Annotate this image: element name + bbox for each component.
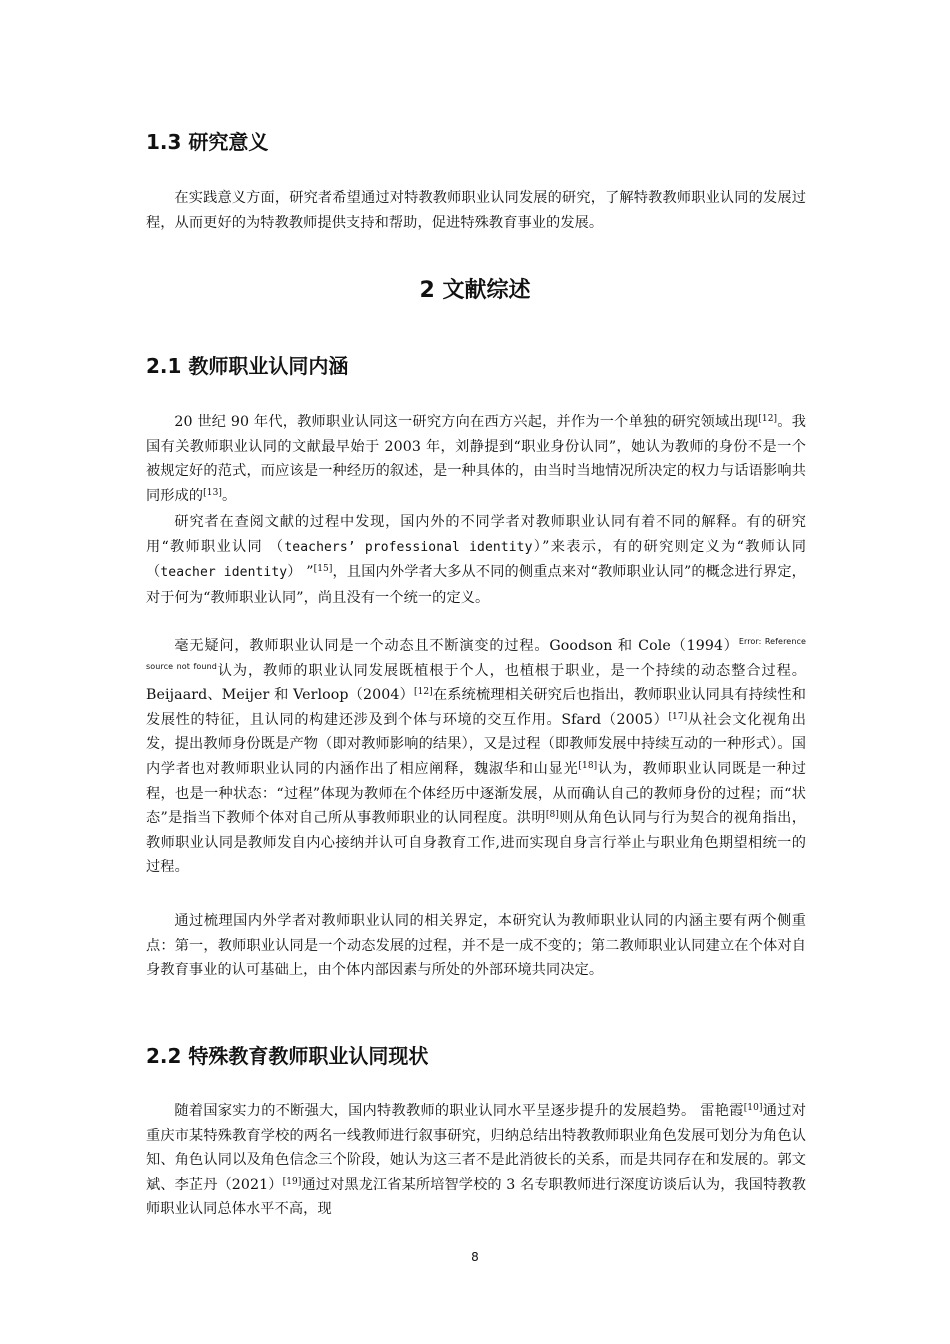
citation-ref[interactable]: [13] [203,487,223,498]
paragraph-text: 则从角色认同与行为契合的视角指出，教师职业认同是教师发自内心接纳并认可自身教育工作,进而实现自身言行举止与职业角色期望相统一的过程。 [146,810,806,876]
page-number: 8 [471,1250,479,1264]
citation-ref[interactable]: [8] [545,810,559,821]
paragraph-2-2-a [146,1099,806,1222]
citation-ref[interactable]: [12] [758,414,778,424]
citation-ref[interactable]: [10] [743,1103,763,1113]
paragraph-2-1-d [146,909,806,983]
citation-ref[interactable]: [19] [282,1176,302,1187]
paragraph-text: ）”来表示，有的研究则定义为“教师认同（ [146,538,807,581]
section-heading-2-1: 2.1 教师职业认同内涵 [146,354,349,378]
paragraph-text: 从社会文化视角出发，提出教师身份既是产物（即对教师影响的结果），又是过程（即教师发展中持续互动的一种形式）。国内学者也对教师职业认同的内涵作出了相应阐释，魏淑华和山显光 [146,711,806,777]
citation-ref[interactable]: [18] [578,760,598,771]
section-heading-1-3: 1.3 研究意义 [146,130,269,154]
paragraph-text: 认为，教师的职业认同发展既植根于个人，也植根于职业，是一个持续的动态整合过程。Beijaard、Meijer 和 Verloop（2004） [146,662,806,704]
paragraph-text: 。 [222,487,237,504]
paragraph-text: 研究者在查阅文献的过程中发现，国内外的不同学者对教师职业认同有着不同的解释。有的研究用“教师职业认同 （ [146,514,806,555]
section-heading-2-2: 2.2 特殊教育教师职业认同现状 [146,1044,429,1068]
citation-ref[interactable]: [12] [413,687,433,698]
citation-ref[interactable]: [17] [668,711,688,722]
paragraph-text: 20 世纪 90 年代，教师职业认同这一研究方向在西方兴起，并作为一个单独的研究领域出现 [174,414,759,430]
paragraph-text: 在系统梳理相关研究后也指出，教师职业认同具有持续性和发展性的特征，且认同的构建还涉及到个体与环境的交互作用。Sfard（2005） [146,687,806,728]
citation-ref[interactable]: [15] [313,564,333,575]
paragraph-2-1-b [146,510,806,610]
paragraph-1-3-significance [146,186,806,235]
english-term: teacher identity [160,565,288,581]
paragraph-text: 通过梳理国内外学者对教师职业认同的相关界定，本研究认为教师职业认同的内涵主要有两个侧重点：第一，教师职业认同是一个动态发展的过程，并不是一成不变的；第二教师职业认同建立在个体对自身教育事业的认可基础上，由个体内部因素与所处的外部环境共同决定。 [146,913,806,979]
paragraph-2-1-a [146,410,806,508]
paragraph-text: ，且国内外学者大多从不同的侧重点来对“教师职业认同”的概念进行界定，对于何为“教师职业认同”，尚且没有一个统一的定义。 [146,564,806,606]
paragraph-text: 随着国家实力的不断强大，国内特教教师的职业认同水平呈逐步提升的发展趋势。 雷艳霞 [174,1103,744,1119]
paragraph-text: 通过对重庆市某特殊教育学校的两名一线教师进行叙事研究，归纳总结出特教教师职业角色发展可划分为角色认知、角色认同以及角色信念三个阶段，她认为这三者不是此消彼长的关系，而是共同存在和发展的。郭文斌、李芷丹（2021） [146,1103,806,1193]
paragraph-text: 认为，教师职业认同既是一种过程，也是一种状态：“过程”体现为教师在个体经历中逐渐发展，从而确认自己的教师身份的过程；而“状态”是指当下教师个体对自己所从事教师职业的认同程度。洪明 [146,760,807,827]
english-term: teachers’ professional identity [284,539,533,555]
paragraph-text: 。我国有关教师职业认同的文献最早始于 2003 年，刘静提到“职业身份认同”，她认为教师的身份不是一个被规定好的范式，而应该是一种经历的叙述，是一种具体的，由当时当地情况所决定的权力与话语影响共同形成的 [146,414,806,504]
paragraph-2-1-c [146,634,806,880]
paragraph-text: 在实践意义方面，研究者希望通过对特教教师职业认同发展的研究，了解特教教师职业认同的发展过程，从而更好的为特教教师提供支持和帮助，促进特殊教育事业的发展。 [146,190,806,231]
paragraph-text: ） ” [287,564,314,581]
paragraph-text: 毫无疑问，教师职业认同是一个动态且不断演变的过程。Goodson 和 Cole（1994） [174,638,739,654]
reference-error-text: Error: Reference source not found [146,637,807,671]
paragraph-text: 通过对黑龙江省某所培智学校的 3 名专职教师进行深度访谈后认为，我国特教教师职业认同总体水平不高，现 [146,1176,806,1218]
chapter-heading-2: 2 文献综述 [419,278,531,303]
